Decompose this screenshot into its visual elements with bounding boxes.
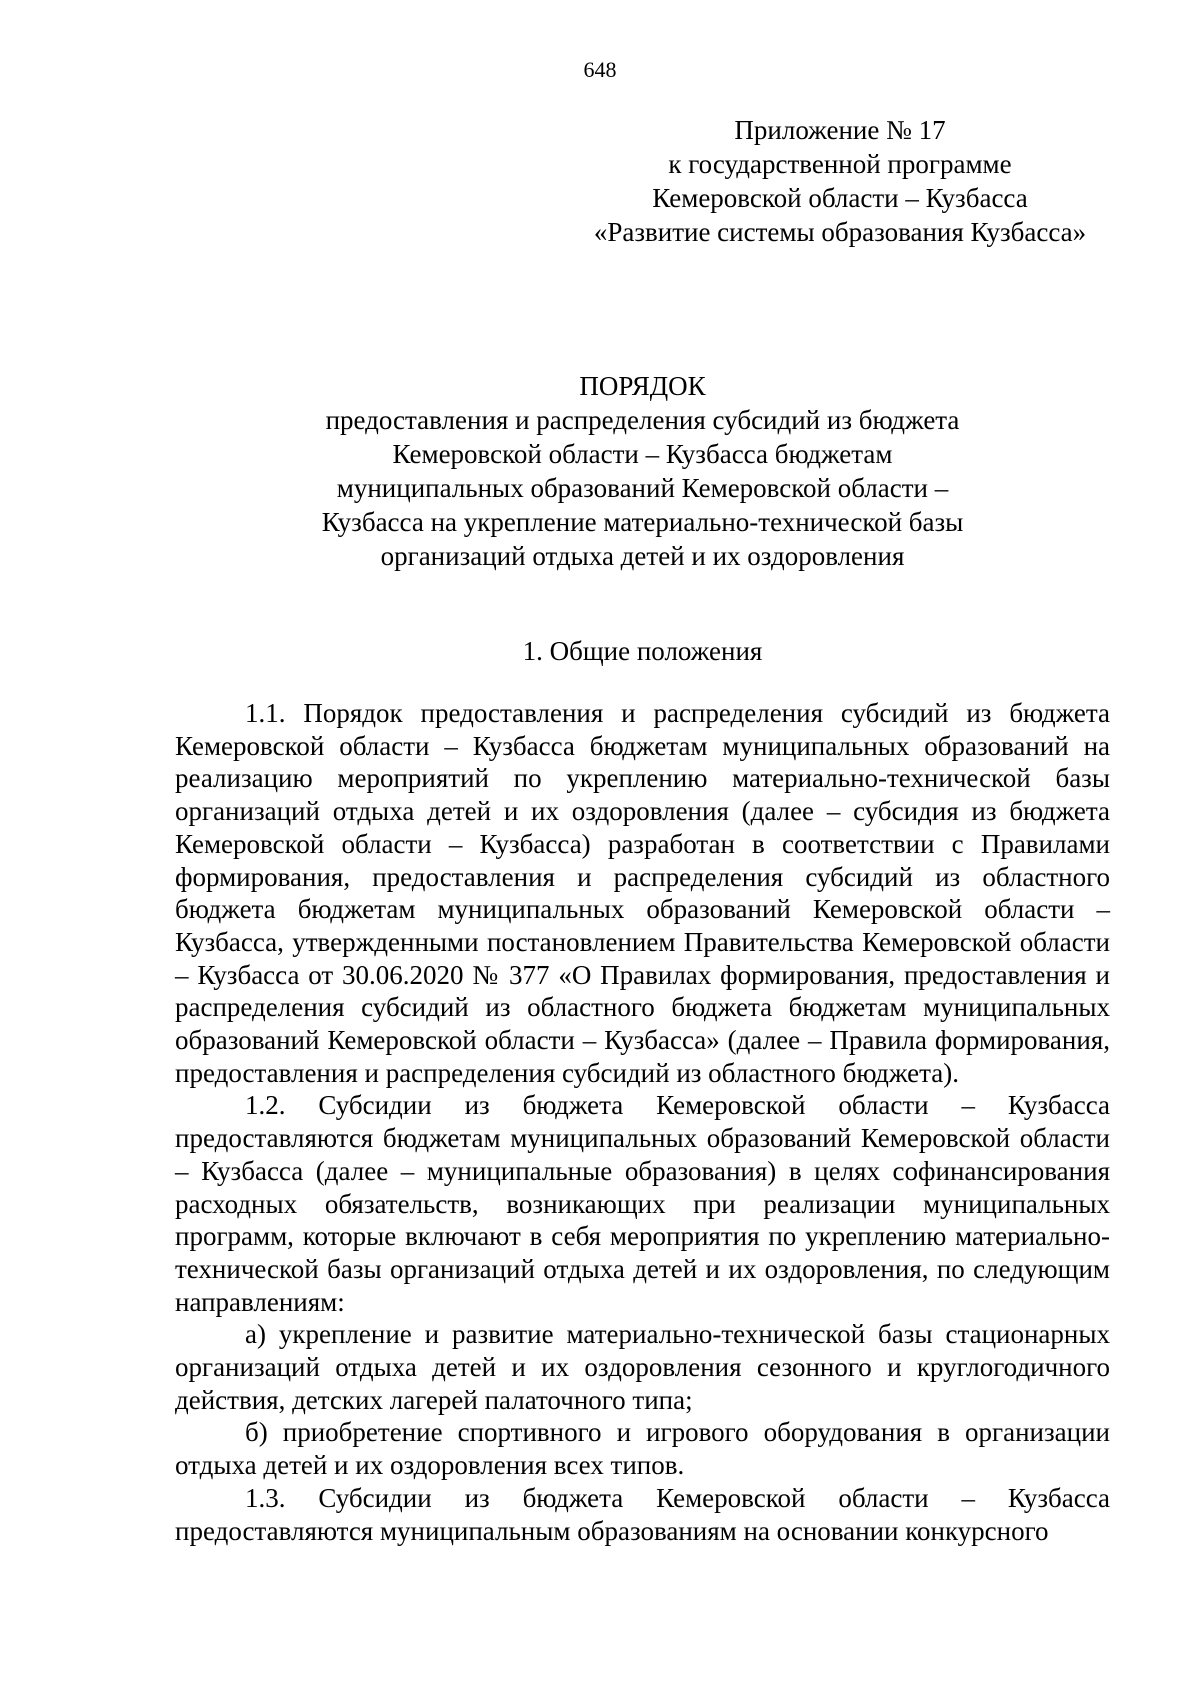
appendix-line: к государственной программе — [668, 149, 1012, 179]
paragraph-1-1: 1.1. Порядок предоставления и распределения субсидий из бюджета Кемеровской области – Кузбасса бюджетам муниципальных образований на реализацию мероприятий по укреплению материально-технической базы организаций отдыха детей и их оздоровления (далее – субсидия из бюджета Кемеровской области – Кузбасса) разработан в соответствии с Правилами формирования, предоставления и распределения субсидий из областного бюджета бюджетам муниципальных образований Кемеровской области – Кузбасса, утвержденными постановлением Правительства Кемеровской области – Кузбасса от 30.06.2020 № 377 «О Правилах формирования, предоставления и распределения субсидий из областного бюджета бюджетам муниципальных образований Кемеровской области – Кузбасса» (далее – Правила формирования, предоставления и распределения субсидий из областного бюджета). — [175, 698, 1110, 1088]
title-line: Кемеровской области – Кузбасса бюджетам — [392, 439, 893, 469]
title-line: муниципальных образований Кемеровской области – — [336, 473, 949, 503]
section-body — [175, 697, 1110, 1547]
paragraph-1-3: 1.3. Субсидии из бюджета Кемеровской области – Кузбасса предоставляются муниципальным образованиям на основании конкурсного — [175, 1482, 1110, 1546]
appendix-line: Приложение № 17 — [734, 115, 946, 145]
title-heading: ПОРЯДОК — [579, 371, 706, 401]
appendix-line: Кемеровской области – Кузбасса — [652, 183, 1028, 213]
paragraph-item-a: а) укрепление и развитие материально-технической базы стационарных организаций отдыха детей и их оздоровления сезонного и круглогодичного действия, детских лагерей палаточного типа; — [175, 1319, 1110, 1415]
appendix-line: «Развитие системы образования Кузбасса» — [593, 217, 1087, 247]
section-heading: 1. Общие положения — [522, 636, 763, 666]
paragraph-1-2: 1.2. Субсидии из бюджета Кемеровской области – Кузбасса предоставляются бюджетам муниципальных образований Кемеровской области – Кузбасса (далее – муниципальные образования) в целях софинансирования расходных обязательств, возникающих при реализации муниципальных программ, которые включают в себя мероприятия по укреплению материально-технической базы организаций отдыха детей и их оздоровления, по следующим направлениям: — [175, 1090, 1110, 1317]
title-line: организаций отдыха детей и их оздоровления — [380, 541, 905, 571]
title-line: предоставления и распределения субсидий из бюджета — [325, 405, 960, 435]
document-title — [175, 369, 1110, 573]
appendix-block — [560, 113, 1120, 249]
paragraph-item-b: б) приобретение спортивного и игрового оборудования в организации отдыха детей и их оздоровления всех типов. — [175, 1417, 1110, 1481]
title-line: Кузбасса на укрепление материально-технической базы — [321, 507, 964, 537]
page-number: 648 — [583, 57, 617, 82]
